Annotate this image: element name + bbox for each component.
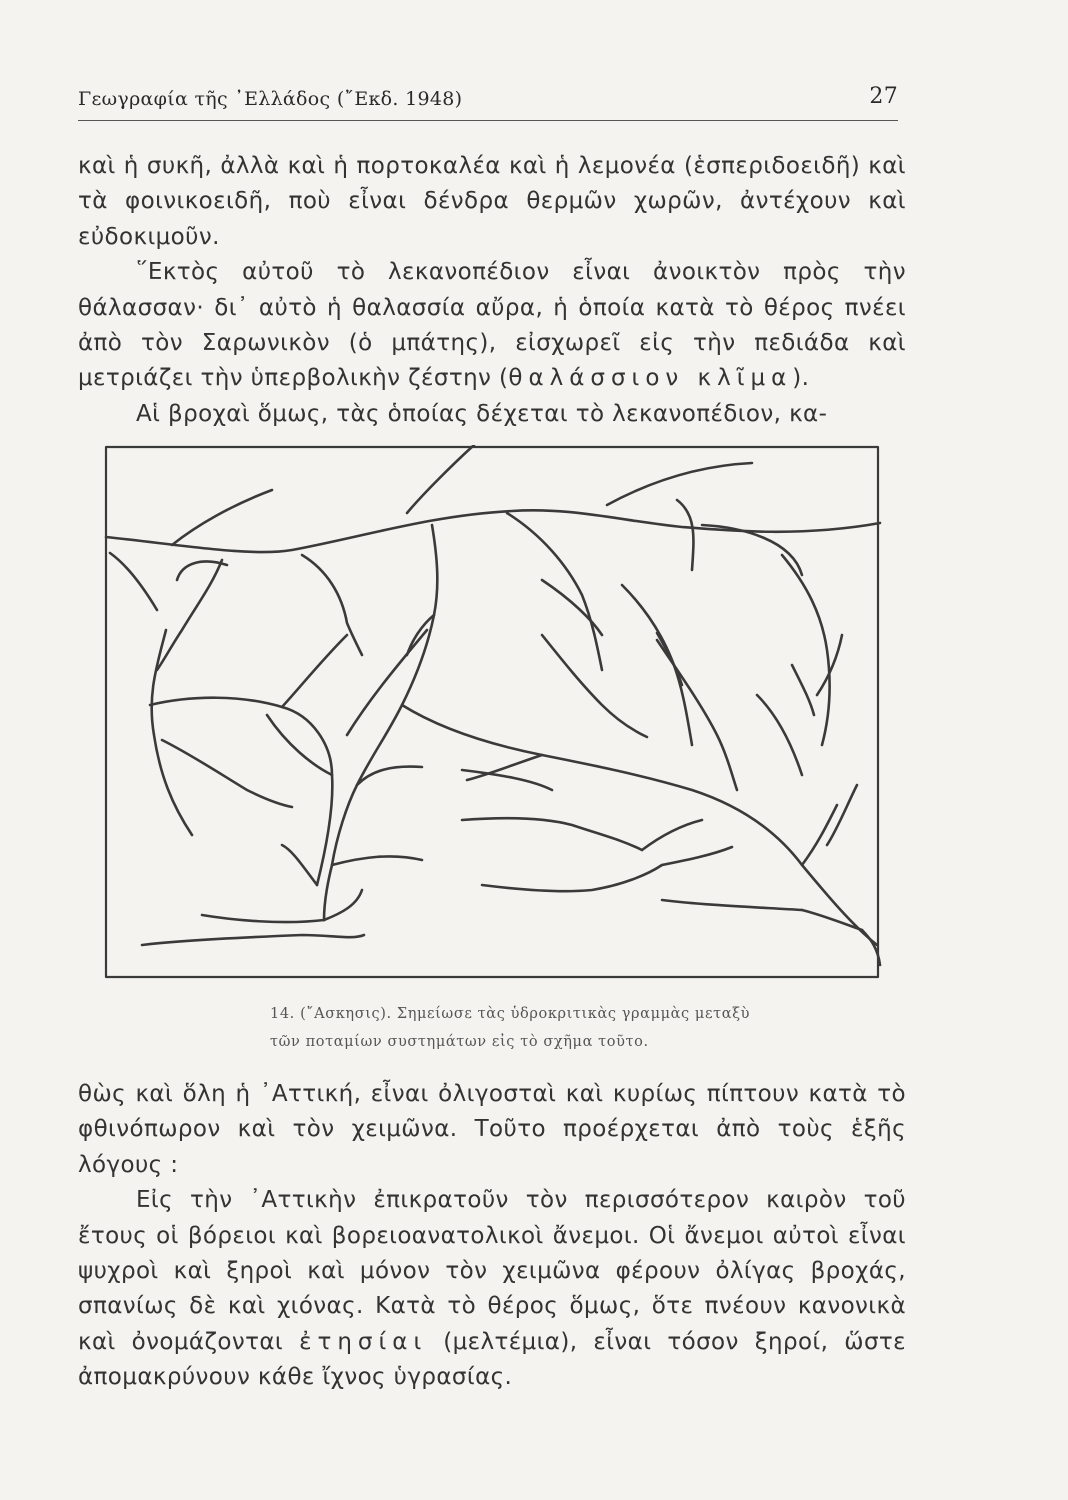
river-line	[792, 665, 814, 715]
river-line	[302, 555, 362, 655]
river-network-diagram	[102, 445, 888, 985]
river-basin-figure	[102, 445, 888, 985]
river-line	[347, 630, 427, 735]
paragraph: Αἱ βροχαὶ ὅμως, τὰς ὁποίας δέχεται τὸ λεκανοπέδιον, κα-	[136, 400, 828, 427]
caption-line: τῶν ποταμίων συστημάτων εἰς τὸ σχῆμα τοῦτο.	[270, 1034, 649, 1050]
paragraph-text: (μελτέμια), εἶναι τόσον ξηροί, ὥστε ἀπομακρύνουν κάθε ἴχνος ὑγρασίας.	[78, 1328, 907, 1391]
river-line	[607, 463, 752, 505]
running-head	[78, 84, 898, 114]
river-line	[150, 698, 332, 885]
river-line	[106, 510, 880, 552]
figure-frame	[106, 447, 878, 977]
river-line	[462, 770, 552, 790]
river-line	[657, 640, 737, 790]
caption-line: 14. (῎Ασκησις). Σημείωσε τὰς ὑδροκριτικὰς γραμμὰς μεταξὺ	[270, 1006, 751, 1022]
river-line	[282, 635, 347, 707]
text-block-top	[78, 149, 906, 432]
paragraph	[78, 255, 906, 397]
running-title: Γεωγραφία τῆς ᾿Ελλάδος (῎Εκδ. 1948)	[78, 88, 463, 110]
river-line	[282, 845, 317, 885]
paragraph: καὶ ἡ συκῆ, ἀλλὰ καὶ ἡ πορτοκαλέα καὶ ἡ λεμονέα (ἑσπεριδοειδῆ) καὶ τὰ φοινικοειδῆ, ποὺ εἶναι δένδρα θερμῶν χωρῶν, ἀντέχουν καὶ εὐδοκιμοῦν.	[78, 153, 906, 250]
river-line	[407, 445, 474, 513]
figure-caption	[270, 1000, 830, 1056]
river-line	[507, 513, 602, 670]
river-line	[162, 740, 292, 807]
river-line	[172, 490, 272, 545]
river-line	[757, 695, 802, 775]
paragraph-text: ).	[792, 365, 810, 392]
river-line	[202, 915, 324, 922]
river-line	[677, 500, 693, 570]
river-line	[542, 635, 647, 737]
river-line	[662, 900, 802, 910]
river-line	[110, 553, 157, 610]
page-number: 27	[869, 84, 898, 109]
river-line	[324, 890, 362, 920]
river-line	[462, 818, 642, 850]
river-line	[157, 560, 222, 670]
spaced-term: ἐτησίαι	[299, 1328, 428, 1355]
river-line	[152, 630, 192, 835]
paragraph: θὼς καὶ ὅλη ἡ ᾿Αττική, εἶναι ὀλιγοσταὶ καὶ κυρίως πίπτουν κατὰ τὸ φθινόπωρον καὶ τὸν χειμῶνα. Τοῦτο προέρχεται ἀπὸ τοὺς ἑξῆς λόγους :	[78, 1081, 906, 1178]
header-rule	[78, 120, 898, 121]
river-line	[662, 847, 732, 865]
river-line	[622, 585, 692, 745]
river-line	[142, 935, 364, 945]
paragraph-text: ῞Εκτὸς αὐτοῦ τὸ λεκανοπέδιον εἶναι ἀνοικτὸν πρὸς τὴν θάλασσαν· δι᾿ αὐτὸ ἡ θαλασσία αὔρα, ἡ ὁποία κατὰ τὸ θέρος πνέει ἀπὸ τὸν Σαρωνικὸν (ὁ μπάτης), εἰσχωρεῖ εἰς τὴν πεδιάδα καὶ μετριάζει τὴν ὑπερβολικὴν ζέστην (	[78, 259, 906, 392]
river-line	[642, 820, 702, 850]
river-line	[267, 715, 332, 775]
paragraph	[78, 1183, 906, 1395]
text-block-bottom	[78, 1077, 906, 1396]
river-line	[402, 705, 877, 945]
river-line	[802, 910, 862, 930]
paragraph-text: Εἰς τὴν ᾿Αττικὴν ἐπικρατοῦν τὸν περισσότερον καιρὸν τοῦ ἔτους οἱ βόρειοι καὶ βορειοανατολικοὶ ἄνεμοι. Οἱ ἄνεμοι αὐτοὶ εἶναι ψυχροὶ καὶ ξηροὶ καὶ μόνον τὸν χειμῶνα φέρουν ὀλίγας βροχάς, σπανίως δὲ καὶ χιόνας. Κατὰ τὸ θέρος ὅμως, ὅτε πνέουν κανονικὰ καὶ ὀνομάζονται	[78, 1187, 906, 1355]
river-line	[482, 865, 662, 891]
river-line	[332, 856, 422, 865]
spaced-term: θαλάσσιον κλῖμα	[508, 365, 793, 392]
river-line	[782, 555, 830, 745]
